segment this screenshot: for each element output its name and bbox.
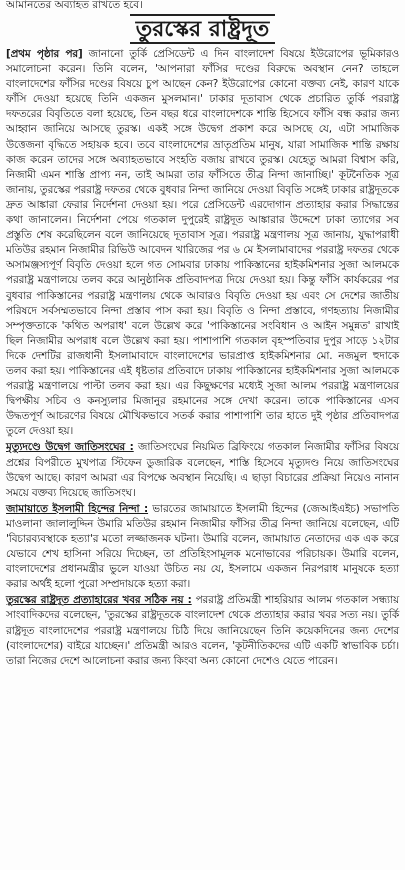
intro-paragraph <box>6 47 399 439</box>
section-un-concern <box>6 440 399 500</box>
continued-from-tag: [প্রথম পৃষ্ঠার পর] <box>6 48 83 60</box>
section-heading: জামায়াতে ইসলামী হিন্দের নিন্দা : <box>6 502 149 515</box>
intro-text: জানানো তুর্কি প্রেসিডেন্ট এ দিন বাংলাদেশ বিষয়ে ইউরোপের ভূমিকারও সমালোচনা করেন। তিনি বলেন, 'আপনারা ফাঁসির দণ্ডের বিরুদ্ধে অবস্থান নেন? তাহলে বাংলাদেশের ফাঁসির দণ্ডের বিষয়ে চুপ আছেন কেন? ইউরোপের কোনো বক্তব্য নেই, কারণ যাকে ফাঁসি দেওয়া হয়েছে তিনি একজন মুসলমান।' ঢাকার দূতাবাস থেকে প্রচারিত তুর্কি পররাষ্ট্র দফতরের বিবৃতিতে বলা হয়েছে, তিন বছর ধরে বাংলাদেশকে শান্তি হিসেবে ফাঁসি বন্ধ করার জন্য আহ্বান জানিয়ে আসছে তুরস্ক। একই সঙ্গে উদ্বেগ প্রকাশ করে আসছে যে, এটা সামাজিক উত্তেজনা বৃদ্ধিতে সহায়ক হবে। তবে বাংলাদেশের ভ্রাতৃপ্রতিম মানুষ, যারা সামাজিক শান্তি রক্ষায় কাজ করেন তাদের সঙ্গে অব্যাহতভাবে সংহতি বজায় রাখবে তুরস্ক। যেহেতু আমরা বিশ্বাস করি, নিজামী এমন শাস্তি প্রাপ্য নন, তাই আমরা তার ফাঁসিতে তীব্র নিন্দা জানাচ্ছি।' কূটনৈতিক সূত্র জানায়, তুরস্কের পররাষ্ট্র দফতর থেকে বুধবার নিন্দা জানিয়ে দেওয়া বিবৃতি সঙ্গেই ঢাকার রাষ্ট্রদূতকে দ্রুত আঙ্কারা ফেরার নির্দেশনা দেওয়া হয়। পরে প্রেসিডেন্ট এরদোগান প্রত্যাহার করার সিদ্ধান্তের কথা জানালেন। নির্দেশনা পেয়ে গতকাল দুপুরেই রাষ্ট্রদূত আঙ্কারার উদ্দেশে ঢাকা ত্যাগের সব প্রস্তুতি শেষ করেছিলেন বলে জানিয়েছে দূতাবাস সূত্র। পররাষ্ট্র মন্ত্রণালয় সূত্র জানায়, যুদ্ধাপরাধী মতিউর রহমান নিজামীর রিভিউ আবেদন খারিজের পর ৬ মে ইসলামাবাদের পররাষ্ট্র দফতর থেকে অসামঞ্জস্যপূর্ণ বিবৃতি দেওয়া হলে গত সোমবার ঢাকায় পাকিস্তানের হাইকমিশনার সুজা আলমকে পররাষ্ট্র মন্ত্রণালয়ে তলব করে আনুষ্ঠানিক প্রতিবাদপত্র দিয়ে দেওয়া হয়। কিন্তু ফাঁসি কার্যকরের পর বুধবার পাকিস্তানের পররাষ্ট্র মন্ত্রণালয় থেকে আবারও বিবৃতি দেওয়া হয় এবং সে দেশের জাতীয় পরিষদে সর্বসম্মতভাবে নিন্দা প্রস্তাব পাস করা হয়। বিবৃতি ও নিন্দা প্রস্তাবে, গণহত্যায় নিজামীর সম্পৃক্ততাকে 'কথিত অপরাধ' বলে উল্লেখ করে 'পাকিস্তানের সংবিধান ও আইন সমুন্নত' রাখাই ছিল নিজামীর অপরাধ বলে উল্লেখ করা হয়। পাশাপাশি গতকাল বৃহস্পতিবার দুপুর সাড়ে ১২টার দিকে দেশটির রাজধানী ইসলামাবাদে বাংলাদেশের ভারপ্রাপ্ত হাইকমিশনার মো. নজমুল হুদাকে তলব করা হয়। পাকিস্তানের এই ধৃষ্টতার প্রতিবাদে ঢাকায় পাকিস্তানের হাইকমিশনার সুজা আলমকে পররাষ্ট্র মন্ত্রণালয়ে পাল্টা তলব করা হয়। এর কিছুক্ষণের মধ্যেই সুজা আলম পররাষ্ট্র মন্ত্রণালয়ের দ্বিপক্ষীয় সচিব ও কনস্যুলার মিজানুর রহমানের সঙ্গে দেখা করেন। তাকে পাকিস্তানের এসব উদ্ধতপূর্ণ আচরণের বিষয়ে মৌখিকভাবে সতর্ক করার পাশাপাশি তার হাতে দুই পৃষ্ঠার প্রতিবাদপত্র তুলে দেওয়া হয়। <box>6 48 399 438</box>
section-heading: তুরস্কের রাষ্ট্রদূত প্রত্যাহারের খবর সঠিক নয় : <box>6 594 192 607</box>
section-text: ভারতের জামায়াতে ইসলামী হিন্দের (জেআইএইচ) সভাপতি মাওলানা জালালুদ্দিন উমারি মতিউর রহমান নিজামীর ফাঁসির তীব্র নিন্দা জানিয়ে বলেছেন, এটি 'বিচারব্যবস্থাকে হত্যা'র মতো লজ্জাজনক ঘটনা। উমারি বলেন, জামায়াত নেতাদের এক এক করে যেভাবে শেখ হাসিনা সরিয়ে দিচ্ছেন, তা প্রতিহিংসামূলক মনোভাবের পরিচায়ক। উমারি বলেন, বাংলাদেশের প্রধানমন্ত্রীর ভুলে যাওয়া উচিত নয় যে, ইসলামে একজন নিরপরাধ মানুষকে হত্যা করার অর্থই হলো পুরো সম্প্রদায়কে হত্যা করা। <box>6 502 399 591</box>
section-heading: মৃত্যুদণ্ডে উদ্বেগ জাতিসংঘের : <box>6 441 134 454</box>
section-text: জাতিসংঘের নিয়মিত ব্রিফিংয়ে গতকাল নিজামীর ফাঁসির বিষয়ে প্রশ্নের বিপরীতে মুখপাত্র স্টিফেন ডুজারিক বলেছেন, শাস্তি হিসেবে মৃত্যুদণ্ড নিয়ে জাতিসংঘের উদ্বেগ আছে। কারণ আমরা এর বিপক্ষে অবস্থান নিয়েছি। এ ছাড়া বিচারের প্রক্রিয়া নিয়েও নানান সময়ে বক্তব্য দিয়েছে জাতিসংঘ। <box>6 441 399 499</box>
section-jamaat-hind <box>6 502 399 593</box>
article-headline: তুরস্কের রাষ্ট্রদূত <box>130 14 276 44</box>
headline-container <box>6 14 399 44</box>
section-text: পররাষ্ট্র প্রতিমন্ত্রী শাহরিয়ার আলম গতকাল সন্ধ্যায় সাংবাদিকদের বলেছেন, 'তুরস্কের রাষ্ট্রদূতকে বাংলাদেশ থেকে প্রত্যাহার করার খবর সত্য নয়। তুর্কি রাষ্ট্রদূত বাংলাদেশের পররাষ্ট্র মন্ত্রণালয়ে চিঠি দিয়ে জানিয়েছেন তিনি কয়েকদিনের জন্য দেশের (বাংলাদেশের) বাইরে যাচ্ছেন।' প্রতিমন্ত্রী আরও বলেন, 'কূটনীতিকদের এটি একটি স্বাভাবিক চর্চা। তারা নিজের দেশে আলোচনা করার জন্য কিংবা অন্য কোনো দেশেও যেতে পারেন। <box>6 594 399 667</box>
section-ambassador-news <box>6 593 399 668</box>
previous-article-tail: আমানতের অব্যাহত রাখতে হবে। <box>6 0 143 11</box>
